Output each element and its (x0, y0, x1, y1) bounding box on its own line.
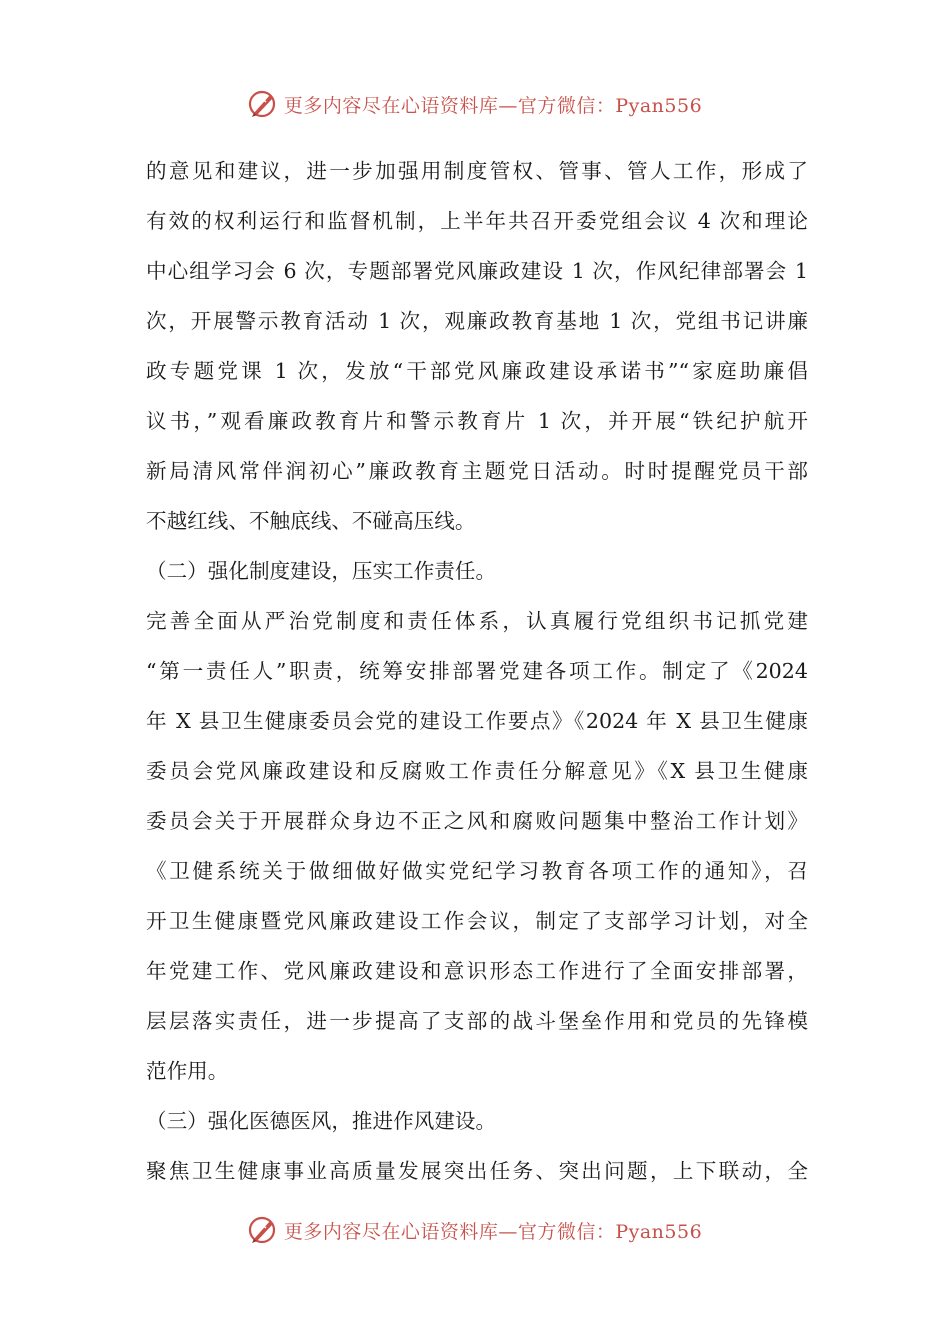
body-line: 年党建工作、党风廉政建设和意识形态工作进行了全面安排部署， (146, 959, 808, 983)
body-line: 次，开展警示教育活动 1 次，观廉政教育基地 1 次，党组书记讲廉 (146, 309, 808, 333)
body-line: 的意见和建议，进一步加强用制度管权、管事、管人工作，形成了 (146, 159, 808, 183)
body-line: 开卫生健康暨党风廉政建设工作会议，制定了支部学习计划，对全 (146, 909, 808, 933)
pen-logo-icon (248, 89, 278, 119)
body-line: 层层落实责任，进一步提高了支部的战斗堡垒作用和党员的先锋模 (146, 1009, 808, 1033)
body-line: 新局清风常伴润初心”廉政教育主题党日活动。时时提醒党员干部 (146, 459, 808, 483)
body-line: 《卫健系统关于做细做好做实党纪学习教育各项工作的通知》，召 (146, 859, 808, 883)
document-body (146, 146, 808, 1196)
section-heading: （三）强化医德医风，推进作风建设。 (146, 1109, 497, 1133)
header-watermark-banner (0, 84, 950, 124)
body-line: 议书，”观看廉政教育片和警示教育片 1 次，并开展“铁纪护航开 (146, 409, 808, 433)
body-line: 有效的权利运行和监督机制，上半年共召开委党组会议 4 次和理论 (146, 209, 808, 233)
body-line: 委员会党风廉政建设和反腐败工作责任分解意见》《X 县卫生健康 (146, 759, 808, 783)
body-line: 委员会关于开展群众身边不正之风和腐败问题集中整治工作计划》 (146, 809, 808, 833)
section-heading: （二）强化制度建设，压实工作责任。 (146, 559, 497, 583)
body-line: “第一责任人”职责，统筹安排部署党建各项工作。制定了《2024 (146, 659, 808, 683)
body-line: 不越红线、不触底线、不碰高压线。 (146, 509, 476, 533)
body-line: 中心组学习会 6 次，专题部署党风廉政建设 1 次，作风纪律部署会 1 (146, 259, 808, 283)
body-line: 完善全面从严治党制度和责任体系，认真履行党组织书记抓党建 (146, 609, 808, 633)
header-watermark-text: 更多内容尽在心语资料库—官方微信：Pyan556 (283, 94, 703, 117)
footer-watermark-text: 更多内容尽在心语资料库—官方微信：Pyan556 (283, 1220, 703, 1243)
footer-watermark-banner (0, 1210, 950, 1250)
body-line: 范作用。 (146, 1059, 229, 1083)
body-line: 政专题党课 1 次，发放“干部党风廉政建设承诺书”“家庭助廉倡 (146, 359, 808, 383)
body-line: 年 X 县卫生健康委员会党的建设工作要点》《2024 年 X 县卫生健康 (146, 709, 808, 733)
body-line: 聚焦卫生健康事业高质量发展突出任务、突出问题，上下联动，全 (146, 1159, 808, 1183)
pen-logo-icon (248, 1215, 278, 1245)
